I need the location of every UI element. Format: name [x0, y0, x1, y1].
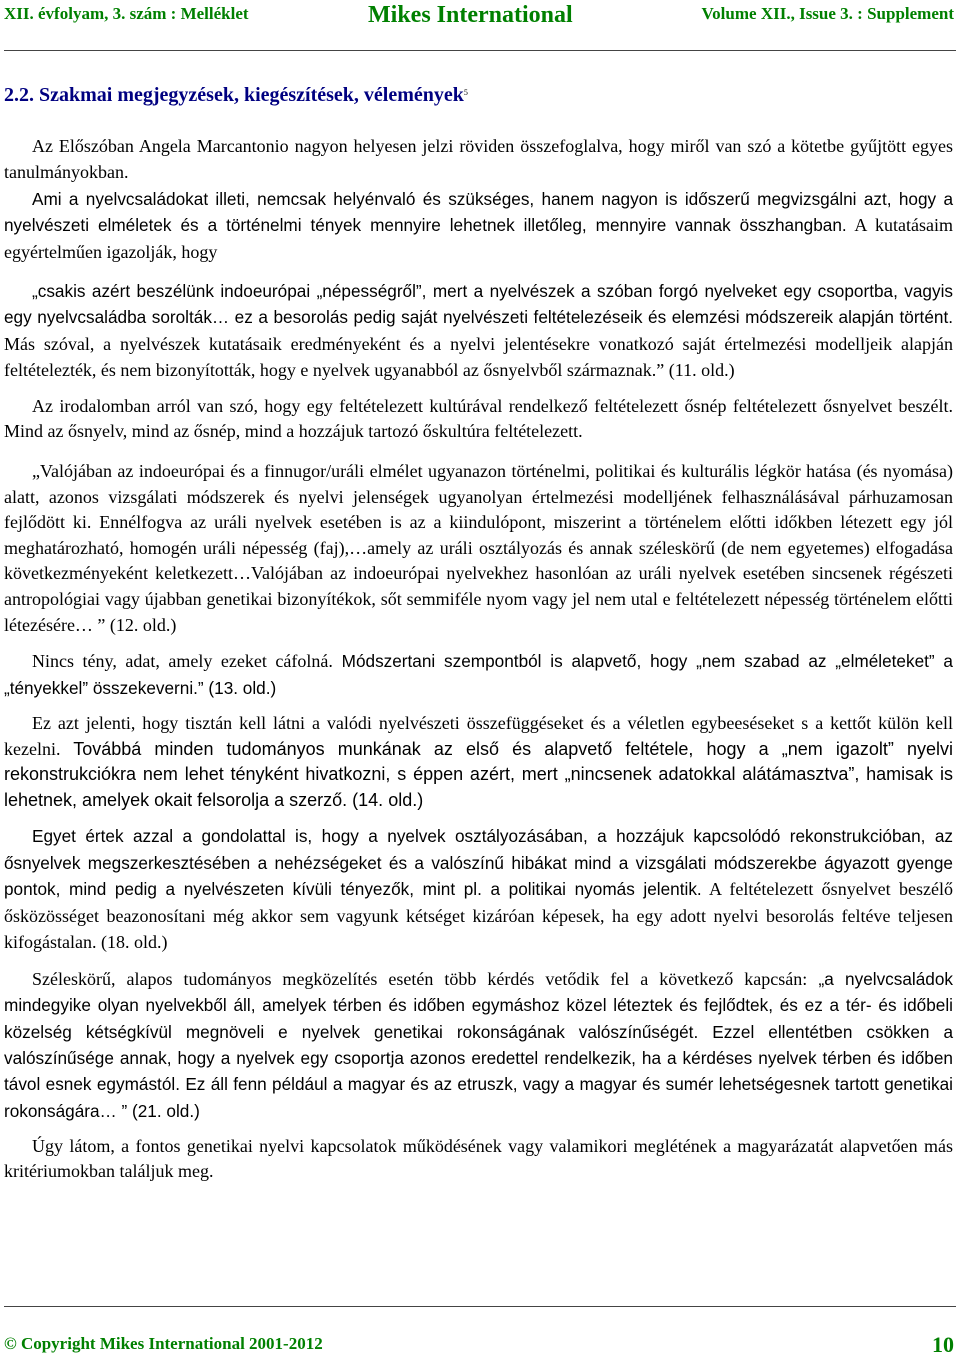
paragraph-literature-text: Az irodalomban arról van szó, hogy egy feltételezett kultúrával rendelkező feltételezett ősnép feltételezett ősnyelvet beszélt. Mind az ősnyelv, mind az ősnép, mind a hozzájuk tartozó őskultúra feltételezett.: [4, 395, 953, 442]
header-rule: [4, 50, 956, 51]
paragraph-clarity-text: Ez azt jelenti, hogy tisztán kell látni a valódi nyelvészeti összefüggéseket és a véletlen egybeeséseket s a kettőt külön kell kezelni.: [4, 712, 953, 759]
paragraph-agreement: [4, 823, 953, 955]
paragraph-clarity: [4, 711, 953, 813]
paragraph-scientific-approach-cont: „a nyelvcsaládok mindegyike olyan nyelvekből áll, amelyek térben és időben egymáshoz közel léteztek és fejlődtek, és ez a tér- és időbeli közelség kétségkívül megnöveli e nyelvek genetikai rokonságának valószínűségét. Ezzel ellentétben csökken a valószínűsége annak, hogy a nyelvek egy csoportja azonos eredettel rendelkezik, ha a kérdéses nyelvek térben és időben távol esnek egymástól. Ez áll fenn például a magyar és az etruszk, vagy a magyar és sumér lehetségesnek tartott genetikai rokonságára… ” (21. old.): [4, 968, 953, 1121]
section-title: [4, 84, 468, 107]
quote-finno-ugric-text: „Valójában az indoeurópai és a finnugor/uráli elmélet ugyanazon történelmi, politikai és kulturális légkör hatása (és nyomása) alatt, azonos vizsgálati módszerek és nyelvi jelenségek ugyanolyan értelmezési modelljének felhasználásával párhuzamosan fejlődött ki.: [4, 460, 953, 533]
quote-finno-ugric: [4, 459, 953, 638]
footer-rule: [4, 1306, 956, 1307]
paragraph-language-families: [4, 186, 953, 265]
footer-copyright: © Copyright Mikes International 2001-2012: [4, 1334, 323, 1353]
paragraph-no-facts: [4, 648, 953, 701]
quote-indoeuropean-cont: Más szóval, a nyelvészek kutatásaik eredményeként és a nyelvi jelentésekre vonatkozó saját értelmezési modelljeik alapján feltételezték, és nem bizonyították, hogy e nyelvek ugyanabból az ősnyelvből származnak.” (11. old.): [4, 333, 953, 381]
footnote-ref: 5: [463, 88, 468, 97]
paragraph-language-families-cont: A kutatásaim egyértelműen igazolják, hogy: [4, 215, 954, 263]
paragraph-intro: [4, 134, 953, 185]
paragraph-intro-text: Az Előszóban Angela Marcantonio nagyon helyesen jelzi röviden összefoglalva, hogy miről van szó a kötetbe gyűjtött egyes tanulmányokban.: [4, 136, 953, 182]
paragraph-scientific-approach-text: Széleskörű, alapos tudományos megközelítés esetén több kérdés vetődik fel a következő kapcsán:: [32, 968, 808, 989]
paragraph-no-facts-cont: Módszertani szempontból is alapvető, hogy „nem szabad az „elméleteket” a „tényekkel” összekeverni.” (13. old.): [4, 651, 953, 698]
header-journal-title: Mikes International: [368, 2, 573, 28]
paragraph-no-facts-text: Nincs tény, adat, amely ezeket cáfolná.: [32, 651, 333, 672]
paragraph-conclusion-text: Úgy látom, a fontos genetikai nyelvi kapcsolatok működésének vagy valamikori meglétének a magyarázatát alapvetően más kritériumokban találjuk meg.: [4, 1135, 953, 1182]
paragraph-literature: [4, 394, 953, 445]
section-title-text: 2.2. Szakmai megjegyzések, kiegészítések, vélemények: [4, 84, 464, 106]
paragraph-scientific-approach: [4, 966, 953, 1124]
paragraph-agreement-text: Egyet értek azzal a gondolattal is, hogy a nyelvek osztályozásában, a hozzájuk kapcsolódó rekonstrukcióban, az ősnyelvek megszerkesztésében a nehézségeket és a valószínű hibákat mind a vizsgálati módszerekbe ágyazott gyenge pontok, mind pedig a nyelvészeten kívüli tényezők, mint pl. a politikai nyomás jelentik.: [4, 826, 953, 899]
quote-indoeuropean-text: „csakis azért beszélünk indoeurópai „népességről”, mert a nyelvészek a szóban forgó nyelveket egy csoportba, vagyis egy nyelvcsaládba sorolták… ez a besorolás pedig saját nyelvészeti feltételezéseik és elemzési módszereik alapján történt.: [4, 280, 953, 327]
footer-page-number: 10: [932, 1332, 954, 1357]
article-body: [4, 134, 953, 1185]
header-volume-en: Volume XII., Issue 3. : Supplement: [701, 4, 954, 23]
paragraph-language-families-text: Ami a nyelvcsaládokat illeti, nemcsak helyénvaló és szükséges, hanem nagyon is időszerű megvizsgálni azt, hogy a nyelvészeti elméletek és a történelmi tények mennyire lehetnek illetőleg, mennyire vannak összhangban.: [4, 189, 953, 236]
header-volume-hu: XII. évfolyam, 3. szám : Melléklet: [4, 4, 249, 23]
quote-finno-ugric-cont: Ennélfogva az uráli nyelvek esetében is az a kiindulópont, miszerint a történelem előtti időkben létezett egy jól meghatározható, homogén uráli népesség (faj),…amely az uráli osztályozás és annak széleskörű (de nem egyetemes) elfogadása következményeként keletkezett…Valójában az indoeurópai nyelvekhez hasonlóan az uráli nyelvek esetében sincsenek régészeti antropológiai vagy újabban genetikai bizonyítékok, sőt semmiféle nyom vagy jel nem utal e feltételezett népesség történelem előtti létezésére… ” (12. old.): [4, 512, 953, 635]
quote-indoeuropean: [4, 278, 953, 384]
paragraph-conclusion: [4, 1134, 953, 1185]
paragraph-clarity-cont: Továbbá minden tudományos munkának az első és alapvető feltétele, hogy a „nem igazolt” nyelvi rekonstrukciókra nem lehet tényként hivatkozni, s éppen azért, mert „nincsenek adatokkal alátámasztva”, hamisak is lehetnek, amelyek okait felsorolja a szerző. (14. old.): [4, 738, 953, 810]
paragraph-agreement-cont: A feltételezett ősnyelvet beszélő ősközösséget beazonosítani még akkor sem vagyunk kétséget kizáróan képesek, ha egy adott nyelvi besorolás feltéve teljesen kifogástalan. (18. old.): [4, 878, 953, 953]
page-header: [0, 0, 960, 40]
